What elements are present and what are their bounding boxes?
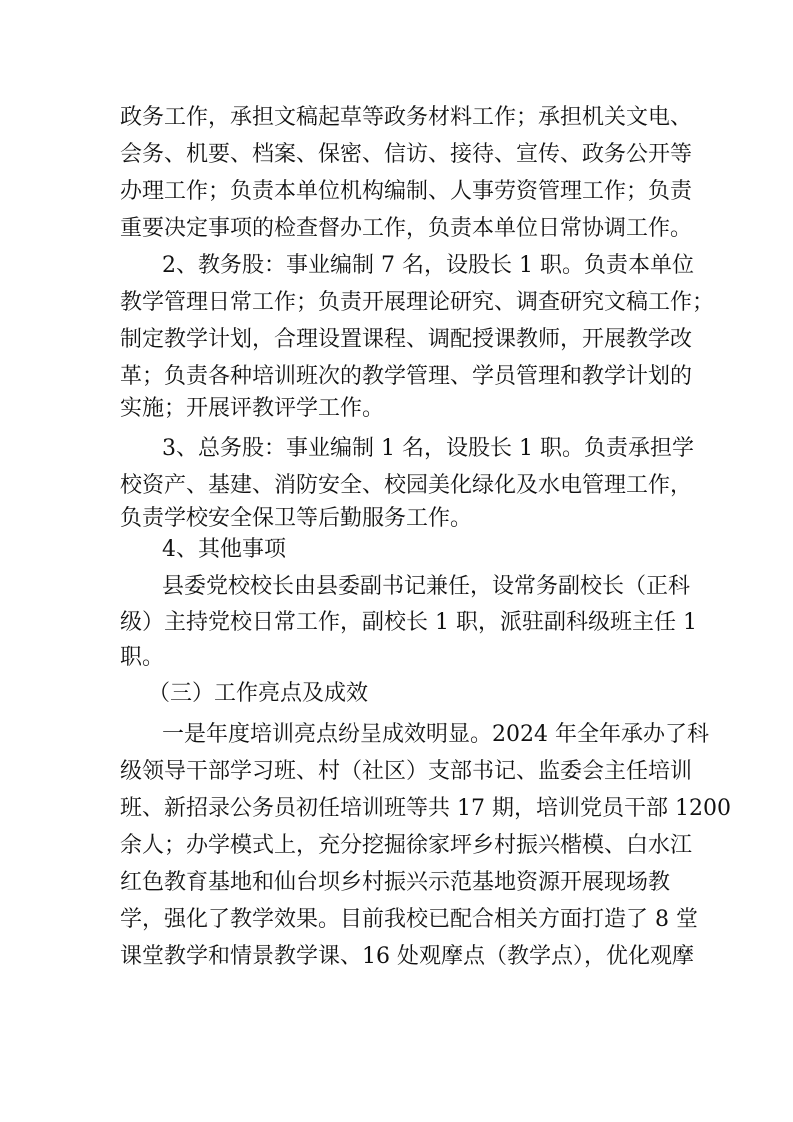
text-line: 实施；开展评教评学工作。 (120, 396, 385, 421)
text-line: 县委党校校长由县委副书记兼任，设常务副校长（正科 (162, 574, 691, 599)
text-line: 办理工作；负责本单位机构编制、人事劳资管理工作；负责 (120, 179, 693, 204)
text-line: 政务工作，承担文稿起草等政务材料工作；承担机关文电、 (120, 105, 693, 130)
text-line: 校资产、基建、消防安全、校园美化绿化及水电管理工作， (120, 473, 693, 498)
text-line: 负责学校安全保卫等后勤服务工作。 (120, 506, 473, 531)
text-line: 职。 (120, 645, 165, 670)
section-heading-highlights: （三）工作亮点及成效 (148, 681, 369, 706)
section-heading-academic-affairs: 2、教务股：事业编制 7 名，设股长 1 职。负责本单位 (162, 253, 694, 278)
text-line: 红色教育基地和仙台坝乡村振兴示范基地资源开展现场教 (120, 870, 671, 895)
text-line: 课堂教学和情景教学课、16 处观摩点（教学点），优化观摩 (120, 944, 694, 969)
section-heading-other-matters: 4、其他事项 (162, 537, 286, 562)
text-line: 重要决定事项的检查督办工作，负责本单位日常协调工作。 (120, 216, 693, 241)
text-line: 级）主持党校日常工作，副校长 1 职，派驻副科级班主任 1 (120, 610, 697, 635)
text-line: 教学管理日常工作；负责开展理论研究、调查研究文稿工作； (120, 290, 715, 315)
text-line: 余人；办学模式上，充分挖掘徐家坪乡村振兴楷模、白水江 (120, 833, 693, 858)
text-line: 革；负责各种培训班次的教学管理、学员管理和教学计划的 (120, 364, 693, 389)
text-line: 会务、机要、档案、保密、信访、接待、宣传、政务公开等 (120, 142, 693, 167)
text-line: 学，强化了教学效果。目前我校已配合相关方面打造了 8 堂 (120, 907, 698, 932)
text-line: 级领导干部学习班、村（社区）支部书记、监委会主任培训 (120, 759, 693, 784)
text-line: 班、新招录公务员初任培训班等共 17 期，培训党员干部 1200 (120, 796, 731, 821)
text-line: 制定教学计划，合理设置课程、调配授课教师，开展教学改 (120, 327, 693, 352)
section-heading-general-affairs: 3、总务股：事业编制 1 名，设股长 1 职。负责承担学 (162, 436, 694, 461)
text-line: 一是年度培训亮点纷呈成效明显。2024 年全年承办了科 (162, 722, 709, 747)
